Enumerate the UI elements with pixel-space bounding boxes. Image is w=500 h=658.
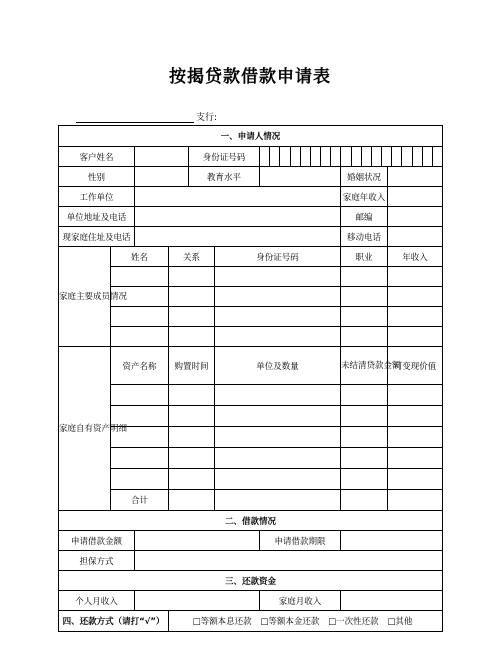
input-id-number-grid[interactable] bbox=[260, 147, 443, 167]
family-cell[interactable] bbox=[111, 307, 169, 327]
asset-cell[interactable] bbox=[341, 427, 388, 448]
label-family-members: 家庭主要成员情况 bbox=[59, 247, 111, 347]
section-repay-method: 四、还款方式（请打“√”） bbox=[59, 611, 169, 632]
input-marital[interactable] bbox=[388, 167, 443, 187]
family-cell[interactable] bbox=[388, 307, 443, 327]
header-member-name: 姓名 bbox=[111, 247, 169, 267]
input-customer-name[interactable] bbox=[135, 147, 189, 167]
label-family-assets: 家庭自有资产明细 bbox=[59, 347, 111, 511]
asset-cell[interactable] bbox=[388, 448, 443, 469]
input-family-monthly-income[interactable] bbox=[341, 591, 443, 611]
family-cell[interactable] bbox=[215, 267, 341, 287]
header-purchase-time: 购置时间 bbox=[169, 347, 215, 385]
header-asset-name: 资产名称 bbox=[111, 347, 169, 385]
asset-cell[interactable] bbox=[215, 469, 341, 490]
header-realizable-value: 可变现价值 bbox=[388, 347, 443, 385]
option-lump-sum[interactable]: □一次性还款 bbox=[328, 617, 379, 627]
asset-cell[interactable] bbox=[215, 427, 341, 448]
option-other[interactable]: □其他 bbox=[387, 617, 413, 627]
label-postcode: 邮编 bbox=[341, 207, 388, 227]
header-member-id: 身份证号码 bbox=[215, 247, 341, 267]
label-education: 教育水平 bbox=[189, 167, 260, 187]
header-member-relation: 关系 bbox=[169, 247, 215, 267]
label-guarantee: 担保方式 bbox=[59, 551, 135, 571]
asset-cell[interactable] bbox=[341, 385, 388, 406]
branch-field bbox=[76, 110, 217, 123]
asset-cell[interactable] bbox=[341, 469, 388, 490]
asset-cell[interactable] bbox=[341, 406, 388, 427]
section-applicant: 一、申请人情况 bbox=[59, 126, 443, 147]
asset-cell[interactable] bbox=[111, 469, 169, 490]
input-guarantee[interactable] bbox=[135, 551, 443, 571]
asset-cell[interactable] bbox=[169, 385, 215, 406]
input-loan-amount[interactable] bbox=[135, 531, 260, 551]
label-employer: 工作单位 bbox=[59, 187, 135, 207]
family-cell[interactable] bbox=[169, 287, 215, 307]
family-cell[interactable] bbox=[341, 327, 388, 347]
asset-cell[interactable] bbox=[388, 490, 443, 511]
header-outstanding-loan: 未结清贷款金额 bbox=[341, 347, 388, 385]
section-loan: 二、借款情况 bbox=[59, 511, 443, 531]
label-marital: 婚姻状况 bbox=[341, 167, 388, 187]
input-mobile[interactable] bbox=[388, 227, 443, 247]
asset-cell[interactable] bbox=[341, 490, 388, 511]
asset-cell[interactable] bbox=[388, 406, 443, 427]
header-member-income: 年收入 bbox=[388, 247, 443, 267]
label-work-address: 单位地址及电话 bbox=[59, 207, 135, 227]
label-loan-amount: 申请借款金额 bbox=[59, 531, 135, 551]
label-assets-total: 合计 bbox=[111, 490, 169, 511]
input-postcode[interactable] bbox=[388, 207, 443, 227]
input-family-income[interactable] bbox=[388, 187, 443, 207]
asset-cell[interactable] bbox=[341, 448, 388, 469]
option-equal-installment[interactable]: □等额本息还款 bbox=[192, 617, 252, 627]
asset-cell[interactable] bbox=[169, 490, 215, 511]
asset-cell[interactable] bbox=[111, 385, 169, 406]
family-cell[interactable] bbox=[215, 307, 341, 327]
asset-cell[interactable] bbox=[169, 469, 215, 490]
input-gender[interactable] bbox=[135, 167, 189, 187]
family-cell[interactable] bbox=[388, 287, 443, 307]
label-mobile: 移动电话 bbox=[341, 227, 388, 247]
label-family-monthly-income: 家庭月收入 bbox=[260, 591, 341, 611]
family-cell[interactable] bbox=[111, 327, 169, 347]
family-cell[interactable] bbox=[215, 327, 341, 347]
family-cell[interactable] bbox=[388, 267, 443, 287]
asset-cell[interactable] bbox=[215, 406, 341, 427]
family-cell[interactable] bbox=[111, 267, 169, 287]
family-cell[interactable] bbox=[341, 267, 388, 287]
branch-blank[interactable] bbox=[76, 112, 194, 123]
section-repay-funds: 三、还款资金 bbox=[59, 571, 443, 591]
input-work-address[interactable] bbox=[135, 207, 341, 227]
branch-label: 支行: bbox=[196, 113, 218, 123]
family-cell[interactable] bbox=[169, 267, 215, 287]
family-cell[interactable] bbox=[169, 327, 215, 347]
form-title: 按揭贷款借款申请表 bbox=[169, 67, 331, 87]
input-home-address[interactable] bbox=[135, 227, 341, 247]
family-cell[interactable] bbox=[341, 307, 388, 327]
label-customer-name: 客户姓名 bbox=[59, 147, 135, 167]
label-id-number: 身份证号码 bbox=[189, 147, 260, 167]
input-employer[interactable] bbox=[135, 187, 341, 207]
asset-cell[interactable] bbox=[388, 427, 443, 448]
label-family-income: 家庭年收入 bbox=[341, 187, 388, 207]
asset-cell[interactable] bbox=[169, 406, 215, 427]
asset-cell[interactable] bbox=[169, 448, 215, 469]
label-personal-income: 个人月收入 bbox=[59, 591, 135, 611]
repay-method-options bbox=[169, 611, 443, 632]
family-cell[interactable] bbox=[169, 307, 215, 327]
label-loan-term: 申请借款期限 bbox=[260, 531, 341, 551]
family-cell[interactable] bbox=[341, 287, 388, 307]
asset-cell[interactable] bbox=[388, 385, 443, 406]
header-unit-quantity: 单位及数量 bbox=[215, 347, 341, 385]
application-form-table bbox=[58, 125, 443, 632]
label-home-address: 现家庭住址及电话 bbox=[59, 227, 135, 247]
label-gender: 性别 bbox=[59, 167, 135, 187]
asset-cell[interactable] bbox=[169, 427, 215, 448]
input-education[interactable] bbox=[260, 167, 341, 187]
family-cell[interactable] bbox=[388, 327, 443, 347]
asset-cell[interactable] bbox=[111, 448, 169, 469]
asset-cell[interactable] bbox=[215, 385, 341, 406]
option-equal-principal[interactable]: □等额本金还款 bbox=[260, 617, 320, 627]
asset-cell[interactable] bbox=[215, 448, 341, 469]
asset-cell[interactable] bbox=[215, 490, 341, 511]
input-loan-term[interactable] bbox=[341, 531, 443, 551]
family-cell[interactable] bbox=[215, 287, 341, 307]
input-personal-income[interactable] bbox=[135, 591, 260, 611]
header-member-occupation: 职业 bbox=[341, 247, 388, 267]
asset-cell[interactable] bbox=[388, 469, 443, 490]
